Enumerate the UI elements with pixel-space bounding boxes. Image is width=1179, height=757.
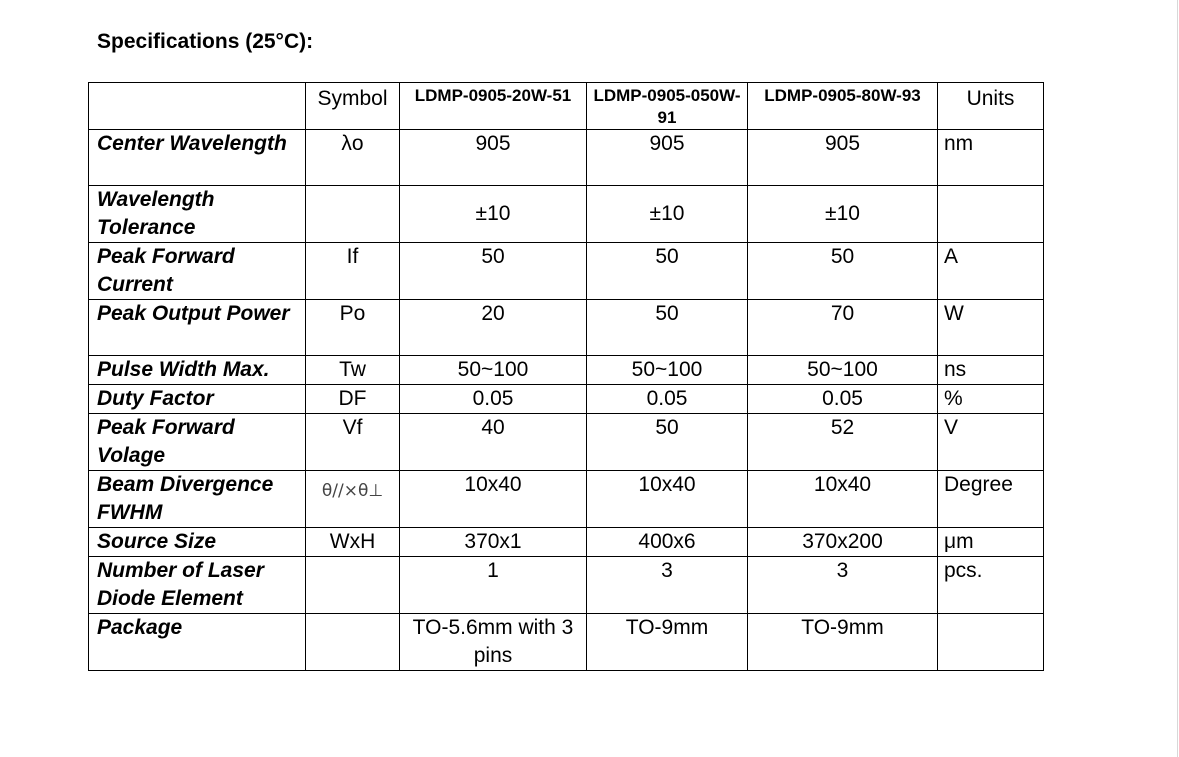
param-label: Center Wavelength (89, 130, 306, 186)
unit-cell: W (938, 300, 1044, 356)
unit-cell: pcs. (938, 557, 1044, 614)
value-cell: 40 (400, 414, 587, 471)
value-cell: 10x40 (748, 471, 938, 528)
param-label: Peak Output Power (89, 300, 306, 356)
unit-cell (938, 614, 1044, 671)
param-label: Peak Forward Current (89, 243, 306, 300)
specifications-table (88, 82, 1044, 671)
value-cell: 370x1 (400, 528, 587, 557)
table-row (89, 471, 1044, 528)
value-cell: TO-9mm (748, 614, 938, 671)
param-label: Number of Laser Diode Element (89, 557, 306, 614)
value-cell: 10x40 (587, 471, 748, 528)
symbol-cell (306, 557, 400, 614)
table-row (89, 186, 1044, 243)
symbol-cell: If (306, 243, 400, 300)
header-symbol: Symbol (306, 83, 400, 130)
unit-cell: A (938, 243, 1044, 300)
value-cell: ±10 (748, 186, 938, 243)
value-cell: ±10 (400, 186, 587, 243)
symbol-cell: Po (306, 300, 400, 356)
param-label: Beam Divergence FWHM (89, 471, 306, 528)
unit-cell (938, 186, 1044, 243)
table-row (89, 300, 1044, 356)
unit-cell: % (938, 385, 1044, 414)
value-cell: 50 (748, 243, 938, 300)
value-cell: 50 (400, 243, 587, 300)
symbol-cell: WxH (306, 528, 400, 557)
value-cell: TO-9mm (587, 614, 748, 671)
table-row (89, 614, 1044, 671)
value-cell: ±10 (587, 186, 748, 243)
param-label: Package (89, 614, 306, 671)
value-cell: 50 (587, 414, 748, 471)
value-cell: 905 (400, 130, 587, 186)
table-row (89, 557, 1044, 614)
value-cell: 50~100 (587, 356, 748, 385)
header-model-80w: LDMP-0905-80W-93 (748, 83, 938, 130)
symbol-cell: λo (306, 130, 400, 186)
value-cell: 50 (587, 243, 748, 300)
value-cell: 1 (400, 557, 587, 614)
value-cell: 370x200 (748, 528, 938, 557)
value-cell: 10x40 (400, 471, 587, 528)
table-row (89, 414, 1044, 471)
page-edge-line (1177, 0, 1178, 757)
table-row (89, 243, 1044, 300)
value-cell: TO-5.6mm with 3 pins (400, 614, 587, 671)
param-label: Source Size (89, 528, 306, 557)
value-cell: 50 (587, 300, 748, 356)
value-cell: 70 (748, 300, 938, 356)
symbol-cell (306, 614, 400, 671)
symbol-cell: DF (306, 385, 400, 414)
unit-cell: nm (938, 130, 1044, 186)
table-row (89, 130, 1044, 186)
unit-cell: ns (938, 356, 1044, 385)
value-cell: 0.05 (587, 385, 748, 414)
value-cell: 50~100 (748, 356, 938, 385)
table-row (89, 385, 1044, 414)
value-cell: 0.05 (748, 385, 938, 414)
unit-cell: μm (938, 528, 1044, 557)
value-cell: 905 (587, 130, 748, 186)
unit-cell: V (938, 414, 1044, 471)
param-label: Pulse Width Max. (89, 356, 306, 385)
symbol-cell: Tw (306, 356, 400, 385)
section-heading: Specifications (25°C): (97, 30, 314, 53)
table-row (89, 356, 1044, 385)
divergence-symbol-cell: θ//×θ⊥ (306, 471, 400, 528)
value-cell: 52 (748, 414, 938, 471)
header-parameter (89, 83, 306, 130)
value-cell: 3 (748, 557, 938, 614)
value-cell: 3 (587, 557, 748, 614)
unit-cell: Degree (938, 471, 1044, 528)
param-label: Peak Forward Volage (89, 414, 306, 471)
symbol-cell: Vf (306, 414, 400, 471)
value-cell: 400x6 (587, 528, 748, 557)
param-label: Wavelength Tolerance (89, 186, 306, 243)
symbol-cell (306, 186, 400, 243)
table-header-row (89, 83, 1044, 130)
value-cell: 905 (748, 130, 938, 186)
value-cell: 0.05 (400, 385, 587, 414)
header-model-20w: LDMP-0905-20W-51 (400, 83, 587, 130)
header-units: Units (938, 83, 1044, 130)
header-model-050w: LDMP-0905-050W-91 (587, 83, 748, 130)
table-row (89, 528, 1044, 557)
value-cell: 20 (400, 300, 587, 356)
param-label: Duty Factor (89, 385, 306, 414)
value-cell: 50~100 (400, 356, 587, 385)
